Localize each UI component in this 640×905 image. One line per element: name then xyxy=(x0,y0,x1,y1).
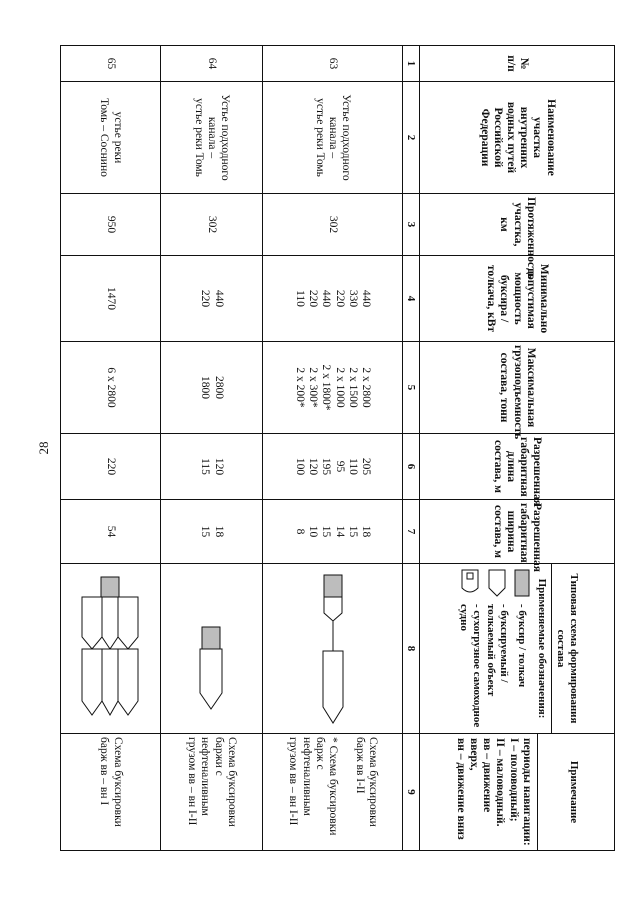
convoy-schema-64 xyxy=(161,564,263,734)
convoy-max-width: 18 15 xyxy=(161,500,263,564)
tug-power: 1470 xyxy=(61,256,161,342)
legend-barge-label: - буксируемый / толкаемый объект xyxy=(485,604,510,697)
barge-symbol-icon xyxy=(486,568,508,598)
legend-tug-label: - буксир / толкач xyxy=(516,604,529,688)
column-number: 6 xyxy=(403,434,420,500)
legend-title: Применяемые обозначения: xyxy=(536,578,549,719)
tug-power: 440 330 220 440 220 110 xyxy=(263,256,403,342)
convoy-capacity: 2800 1800 xyxy=(161,342,263,434)
page-number: 28 xyxy=(36,441,51,455)
header-power: Минимально допустимая мощность буксира / толкача, кВт xyxy=(420,256,615,342)
dry-cargo-ship-symbol-icon xyxy=(459,568,481,598)
row-number: 64 xyxy=(161,46,263,82)
row-note: Схема буксировки баржи с нефтеналивным грузом вв – вн I-II xyxy=(161,734,263,851)
convoy-max-width: 18 15 14 15 10 8 xyxy=(263,500,403,564)
column-number: 3 xyxy=(403,194,420,256)
section-name: Устье подходного канала – устье реки Томь xyxy=(263,82,403,194)
column-number: 1 xyxy=(403,46,420,82)
row-note: Схема буксировки барж вв I-II * Схема буксировки барж с нефтеналивным грузом вв – вн I-II xyxy=(263,734,403,851)
navigation-periods-note: периоды навигации: I – половодный; II – маловодный. вв – движение вверх, вн – движение вниз xyxy=(454,738,533,846)
rotated-table-sheet xyxy=(60,45,615,850)
row-number: 65 xyxy=(61,46,161,82)
convoy-max-width: 54 xyxy=(61,500,161,564)
column-number: 9 xyxy=(403,734,420,851)
header-number: № п/п xyxy=(420,46,615,82)
convoy-schema-65 xyxy=(61,564,161,734)
column-number-row xyxy=(403,46,420,851)
legend-barge-row xyxy=(485,568,510,729)
legend-dry-cargo-label: - сухогрузное самоходное судно xyxy=(457,604,483,728)
convoy-max-length: 205 110 95 195 120 100 xyxy=(263,434,403,500)
column-number: 7 xyxy=(403,500,420,564)
header-max-width: Разрешенная габаритная ширина состава, м xyxy=(420,500,615,564)
pushing-convoy-diagram-icon xyxy=(187,569,237,729)
six-barge-convoy-diagram-icon xyxy=(66,569,156,729)
row-note: Схема буксировки барж вв – вн I xyxy=(61,734,161,851)
column-number: 4 xyxy=(403,256,420,342)
header-schema xyxy=(420,564,615,734)
table-row xyxy=(263,46,403,851)
legend-tug-row xyxy=(512,568,532,729)
tug-power: 440 220 xyxy=(161,256,263,342)
table-row xyxy=(161,46,263,851)
convoy-capacity: 6 x 2800 xyxy=(61,342,161,434)
convoy-max-length: 220 xyxy=(61,434,161,500)
header-capacity: Максимальная грузоподъемность состава, тонн xyxy=(420,342,615,434)
header-schema-title: Типовая схема формирования состава xyxy=(551,564,581,733)
header-section-name: Наименование участка внутренних водных путей Российской Федерации xyxy=(420,82,615,194)
section-name: устье реки Томь – Соснино xyxy=(61,82,161,194)
legend xyxy=(452,564,551,733)
convoy-capacity: 2 x 2800 2 x 1500 2 x 1000 2 x 1800* 2 x 300* 2 x 200* xyxy=(263,342,403,434)
table-row xyxy=(61,46,161,851)
section-name: Устье подходного канала – устье реки Томь xyxy=(161,82,263,194)
convoy-max-length: 120 115 xyxy=(161,434,263,500)
tug-symbol-icon xyxy=(512,568,532,598)
section-length: 302 xyxy=(263,194,403,256)
row-number: 63 xyxy=(263,46,403,82)
convoy-schema-63 xyxy=(263,564,403,734)
section-length: 302 xyxy=(161,194,263,256)
legend-dry-cargo-row xyxy=(457,568,482,729)
header-length: Протяженность участка, км xyxy=(420,194,615,256)
column-number: 5 xyxy=(403,342,420,434)
towing-convoy-diagram-icon xyxy=(303,569,363,729)
column-number: 2 xyxy=(403,82,420,194)
convoy-table xyxy=(60,45,615,851)
section-length: 950 xyxy=(61,194,161,256)
header-note-title: Примечание xyxy=(537,734,585,850)
header-max-length: Разрешенная габаритная длина состава, м xyxy=(420,434,615,500)
column-number: 8 xyxy=(403,564,420,734)
header-note xyxy=(420,734,615,851)
